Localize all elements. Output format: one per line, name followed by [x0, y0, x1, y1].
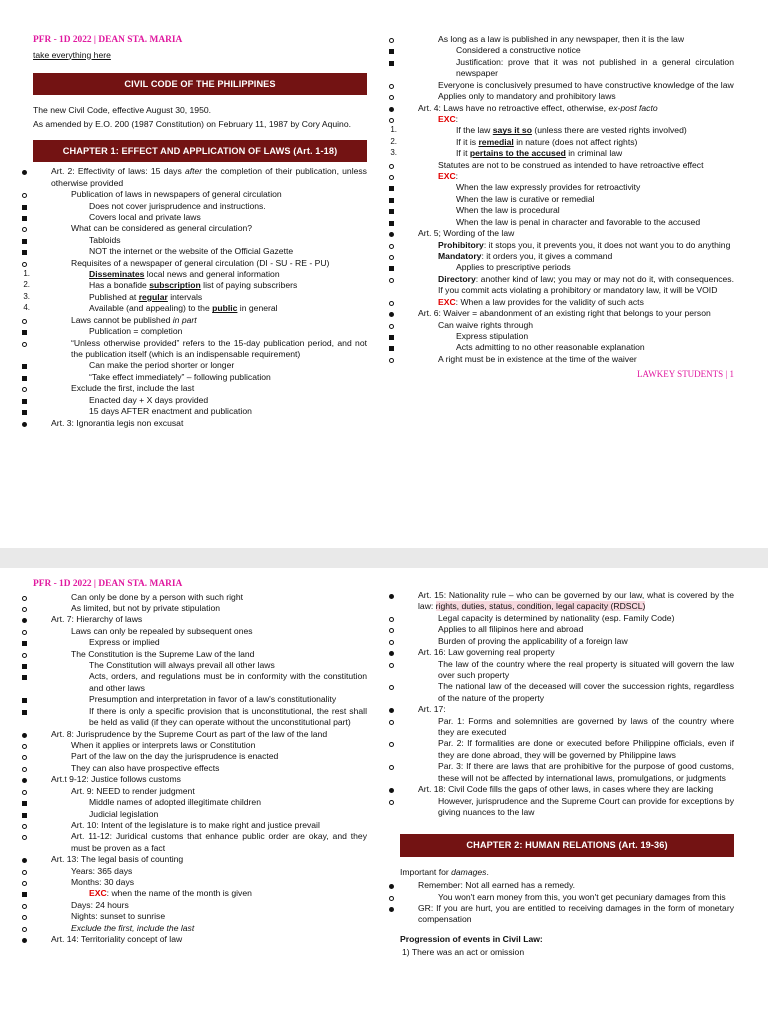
square-bullet-icon [389, 207, 394, 218]
list-item-text: Considered a constructive notice [456, 45, 581, 56]
list-item-text: When it applies or interprets laws or Constitution [71, 739, 256, 750]
list-item [33, 797, 367, 808]
list-item [400, 251, 734, 262]
list-item-text: Art. 15: Nationality rule – who can be governed by our law, what is covered by the law: rights, duties, status, condition, legal capacity (RDSCL) [418, 590, 734, 612]
list-item [33, 854, 367, 865]
list-item-text: When the law is penal in character and favorable to the accused [456, 216, 701, 227]
list-item [390, 125, 734, 136]
circle-bullet-icon [389, 162, 394, 173]
list-item [33, 671, 367, 694]
list-item [400, 331, 734, 342]
list-item [400, 590, 734, 613]
list-item [33, 649, 367, 660]
list-item-text: Presumption and interpretation in favor of a law's constitutionality [89, 694, 337, 705]
list-item [33, 315, 367, 326]
list-item [23, 280, 367, 291]
square-bullet-icon [22, 248, 27, 259]
page-footer: LAWKEY STUDENTS | 1 [637, 369, 734, 380]
chapter-1-banner: CHAPTER 1: EFFECT AND APPLICATION OF LAWS (Art. 1-18) [33, 140, 367, 162]
list-item [400, 205, 734, 216]
list-item-text: Judicial legislation [89, 808, 159, 819]
list-number: 2. [390, 136, 397, 146]
list-item [400, 57, 734, 80]
list-item-text: If it pertains to the accused in criminal law [456, 148, 623, 159]
page-header: PFR - 1D 2022 | DEAN STA. MARIA [33, 579, 183, 589]
list-item-text: Part of the law on the day the jurisprudence is enacted [71, 751, 279, 762]
bullet-icon [389, 786, 394, 797]
list-item [33, 603, 367, 614]
list-item [400, 784, 734, 795]
circle-bullet-icon [22, 902, 27, 913]
square-bullet-icon [22, 799, 27, 810]
circle-bullet-icon [22, 822, 27, 833]
list-item-text: Covers local and private laws [89, 211, 201, 222]
list-item-text: The Constitution will always prevail all other laws [89, 660, 275, 671]
list-item [400, 262, 734, 273]
circle-bullet-icon [389, 36, 394, 47]
bullet-icon [22, 936, 27, 947]
list-item-text: Available (and appealing) to the public in general [89, 303, 278, 314]
square-bullet-icon [22, 811, 27, 822]
list-item [33, 923, 367, 934]
list-item [400, 114, 734, 125]
list-item-text: Par. 3: If there are laws that are prohibitive for the purpose of good customs, these will not be affected by international laws, promulgations, or judgments [438, 761, 734, 783]
list-item-text: They can also have prospective effects [71, 762, 220, 773]
circle-bullet-icon [389, 173, 394, 184]
list-item [33, 809, 367, 820]
list-item [400, 738, 734, 761]
circle-bullet-icon [389, 894, 394, 905]
list-item [400, 320, 734, 331]
list-item-text: As limited, but not by private stipulation [71, 602, 221, 613]
square-bullet-icon [22, 328, 27, 339]
list-item-text: Acts, orders, and regulations must be in conformity with the constitution and other laws [89, 671, 367, 693]
list-item-text: GR: If you are hurt, you are entitled to receiving damages in the form of monetary compensation [418, 902, 734, 925]
list-item-text: Laws cannot be published in part [71, 314, 197, 325]
chapter-1-continued-right [400, 590, 734, 818]
list-item-text: If the law says it so (unless there are vested rights involved) [456, 125, 687, 136]
bullet-icon [389, 905, 394, 916]
list-item-text: EXC: [438, 171, 459, 182]
list-number: 3. [23, 291, 30, 301]
list-item-text: Acts admitting to no other reasonable explanation [456, 342, 645, 353]
list-item [33, 729, 367, 740]
circle-bullet-icon [22, 191, 27, 202]
list-item-text: Art.t 9-12: Justice follows customs [51, 774, 181, 785]
chapter-1-list-right [390, 34, 734, 365]
square-bullet-icon [22, 374, 27, 385]
list-number: 4. [23, 303, 30, 313]
list-item-text: Laws can only be repealed by subsequent ones [71, 625, 253, 636]
circle-bullet-icon [22, 765, 27, 776]
circle-bullet-icon [389, 683, 394, 694]
chapter-1-continued-left [33, 592, 367, 946]
square-bullet-icon [389, 264, 394, 275]
bullet-icon [389, 649, 394, 660]
list-item [400, 171, 734, 182]
list-item [400, 659, 734, 682]
list-item-text: Prohibitory: it stops you, it prevents you, it does not want you to do anything [438, 239, 731, 250]
list-item [400, 354, 734, 365]
list-item [400, 274, 734, 297]
list-item [33, 900, 367, 911]
list-item-text: You won't earn money from this, you won't get pecuniary damages from this [438, 891, 726, 902]
list-item-text: Can make the period shorter or longer [89, 360, 235, 371]
square-bullet-icon [389, 59, 394, 70]
circle-bullet-icon [389, 82, 394, 93]
square-bullet-icon [22, 362, 27, 373]
page-1-right-column [390, 34, 734, 381]
list-item-text: Applies only to mandatory and prohibitory laws [438, 91, 616, 102]
square-bullet-icon [389, 47, 394, 58]
square-bullet-icon [389, 184, 394, 195]
civil-code-banner: CIVIL CODE OF THE PHILIPPINES [33, 73, 367, 95]
circle-bullet-icon [22, 651, 27, 662]
list-item [33, 888, 367, 899]
bullet-icon [389, 230, 394, 241]
list-item-text: Art. 7: Hierarchy of laws [51, 614, 143, 625]
list-item [33, 866, 367, 877]
list-item-text: When the law expressly provides for retroactivity [456, 182, 641, 193]
list-item-text: Applies to prescriptive periods [456, 262, 571, 273]
list-item-text: Requisites of a newspaper of general circulation (DI - SU - RE - PU) [71, 257, 330, 268]
list-number: 1. [23, 269, 30, 279]
page-2-left-column [33, 578, 367, 946]
bullet-icon [389, 105, 394, 116]
circle-bullet-icon [22, 605, 27, 616]
list-item-text: The national law of the deceased will cover the succession rights, regardless of the nature of the property [438, 681, 734, 703]
list-item-text: Months: 30 days [71, 877, 135, 888]
page-1-left-column [23, 34, 367, 429]
list-item [33, 338, 367, 361]
list-item-text: Par. 2: If formalities are done or executed before Philippine officials, even if they are done abroad, they will be governed by Philippine laws [438, 738, 734, 760]
list-item [400, 647, 734, 658]
chapter-2-list [400, 880, 734, 926]
list-item-text: Applies to all filipinos here and abroad [438, 624, 584, 635]
list-item-text: Middle names of adopted illegitimate children [89, 797, 261, 808]
bullet-icon [389, 592, 394, 603]
list-item-text: Can only be done by a person with such right [71, 591, 243, 602]
square-bullet-icon [22, 708, 27, 719]
circle-bullet-icon [22, 925, 27, 936]
list-item [400, 194, 734, 205]
list-item-text: The Constitution is the Supreme Law of the land [71, 648, 255, 659]
circle-bullet-icon [22, 833, 27, 844]
list-item-text: Par. 1: Forms and solemnities are governed by laws of the country where they are executed [438, 715, 734, 738]
list-item [33, 258, 367, 269]
square-bullet-icon [22, 673, 27, 684]
list-item-text: Art. 6: Waiver = abandonment of an existing right that belongs to your person [418, 308, 711, 319]
list-item-text: Art. 8: Jurisprudence by the Supreme Court as part of the law of the land [51, 728, 328, 739]
bullet-icon [389, 882, 394, 893]
list-item [33, 774, 367, 785]
list-item [33, 694, 367, 705]
bullet-icon [22, 168, 27, 179]
bullet-icon [22, 731, 27, 742]
list-item [33, 626, 367, 637]
list-item-text: Art. 16: Law governing real property [418, 647, 555, 658]
bullet-icon [22, 856, 27, 867]
list-item-text: Disseminates local news and general information [89, 269, 280, 280]
list-item-text: Mandatory: it orders you, it gives a command [438, 251, 613, 262]
circle-bullet-icon [389, 299, 394, 310]
list-item [33, 831, 367, 854]
list-item [400, 308, 734, 319]
list-item-text: Art. 5; Wording of the law [418, 228, 515, 239]
square-bullet-icon [389, 219, 394, 230]
list-number: 1. [390, 125, 397, 135]
list-item-text: Nights: sunset to sunrise [71, 911, 166, 922]
list-item [33, 166, 367, 189]
list-item [33, 212, 367, 223]
circle-bullet-icon [389, 615, 394, 626]
list-item-text: Art. 14: Territoriality concept of law [51, 934, 183, 945]
page-subheader: take everything here [33, 49, 111, 60]
list-item-text: Everyone is conclusively presumed to have constructive knowledge of the law [438, 79, 734, 90]
circle-bullet-icon [389, 242, 394, 253]
list-item-text: Art. 3: Ignorantia legis non excusat [51, 417, 184, 428]
circle-bullet-icon [389, 798, 394, 809]
list-item-text: Art. 17: [418, 704, 446, 715]
list-item-text: Art. 9: NEED to render judgment [71, 785, 195, 796]
square-bullet-icon [22, 639, 27, 650]
list-item [33, 326, 367, 337]
list-item-text: Art. 10: Intent of the legislature is to make right and justice prevail [71, 819, 320, 830]
list-item [23, 303, 367, 314]
list-item-text: Burden of proving the applicability of a foreign law [438, 635, 628, 646]
list-item-text: “Take effect immediately” – following publication [89, 371, 271, 382]
list-item [33, 406, 367, 417]
list-item [33, 614, 367, 625]
list-item-text: Enacted day + X days provided [89, 394, 209, 405]
list-item-text: Remember: Not all earned has a remedy. [418, 880, 575, 891]
list-item-text: Exclude the first, include the last [71, 922, 195, 933]
list-item [400, 681, 734, 704]
list-item [400, 342, 734, 353]
list-item-text: If there is only a specific provision that is unconstitutional, the rest shall be held as valid (if they can operate without the unconstitutional part) [89, 705, 367, 728]
list-item [23, 291, 367, 303]
list-item-text: Exclude the first, include the last [71, 383, 195, 394]
list-item-text: Art. 18: Civil Code fills the gaps of other laws, in cases where they are lacking [418, 784, 714, 795]
circle-bullet-icon [22, 879, 27, 890]
page-2-right-column [400, 590, 734, 961]
list-item [33, 592, 367, 603]
circle-bullet-icon [389, 356, 394, 367]
list-item [33, 383, 367, 394]
circle-bullet-icon [22, 628, 27, 639]
page-2 [0, 568, 768, 1024]
square-bullet-icon [389, 196, 394, 207]
list-item-text: However, jurisprudence and the Supreme Court can provide for exceptions by giving nuances to the law [438, 795, 734, 818]
list-item-text: Express stipulation [456, 330, 529, 341]
list-item [33, 395, 367, 406]
list-item [33, 911, 367, 922]
list-item [23, 269, 367, 280]
list-item [400, 217, 734, 228]
circle-bullet-icon [22, 788, 27, 799]
progression-item: 1) There was an act or omission [402, 947, 525, 958]
circle-bullet-icon [389, 661, 394, 672]
square-bullet-icon [22, 696, 27, 707]
list-item-text: Years: 365 days [71, 865, 133, 876]
list-item-text: “Unless otherwise provided” refers to the 15-day publication period, and not the publication itself (which is an indispensable requirement) [71, 337, 367, 359]
circle-bullet-icon [389, 718, 394, 729]
list-item [390, 148, 734, 159]
list-item [33, 372, 367, 383]
list-item-text: EXC: when the name of the month is given [89, 888, 252, 899]
circle-bullet-icon [22, 317, 27, 328]
list-item [400, 903, 734, 926]
list-item [33, 740, 367, 751]
important-note: Important for damages. [400, 866, 489, 877]
list-item-text: Legal capacity is determined by nationality (esp. Family Code) [438, 612, 675, 623]
list-item-text: Published at regular intervals [89, 291, 203, 302]
list-item [400, 34, 734, 45]
list-item [33, 189, 367, 200]
list-item [400, 796, 734, 819]
list-number: 3. [390, 148, 397, 158]
square-bullet-icon [22, 890, 27, 901]
list-item [400, 103, 734, 114]
list-item-text: Art. 2: Effectivity of laws: 15 days after the completion of their publication, unless otherwise provided [51, 166, 367, 188]
list-item-text: As long as a law is published in any newspaper, then it is the law [438, 34, 685, 44]
list-item-text: Can waive rights through [438, 319, 534, 330]
list-item [33, 786, 367, 797]
list-item-text: Statutes are not to be construed as intended to have retroactive effect [438, 159, 704, 170]
list-item-text: Publication of laws in newspapers of general circulation [71, 189, 282, 200]
list-item-text: Directory: another kind of law; you may or may not do it, with consequences. If you commit acts violating a prohibitory or mandatory law, it will be VOID [438, 273, 734, 296]
list-item [400, 761, 734, 784]
list-item [33, 418, 367, 429]
list-item [33, 751, 367, 762]
list-item-text: Art. 11-12: Juridical customs that enhance public order are okay, and they must be proven as a fact [71, 831, 367, 853]
square-bullet-icon [22, 662, 27, 673]
list-item [400, 45, 734, 56]
page-header: PFR - 1D 2022 | DEAN STA. MARIA [33, 35, 183, 45]
circle-bullet-icon [22, 225, 27, 236]
list-item-text: Days: 24 hours [71, 899, 129, 910]
list-item [400, 636, 734, 647]
list-item-text: What can be considered as general circulation? [71, 223, 253, 234]
square-bullet-icon [22, 237, 27, 248]
list-item [400, 880, 734, 891]
circle-bullet-icon [22, 868, 27, 879]
bullet-icon [22, 616, 27, 627]
circle-bullet-icon [22, 753, 27, 764]
square-bullet-icon [22, 397, 27, 408]
list-item [400, 160, 734, 171]
bullet-icon [22, 776, 27, 787]
list-item [400, 297, 734, 308]
circle-bullet-icon [389, 763, 394, 774]
bullet-icon [389, 706, 394, 717]
list-item-text: When the law is curative or remedial [456, 193, 595, 204]
list-item [400, 716, 734, 739]
circle-bullet-icon [389, 626, 394, 637]
circle-bullet-icon [389, 93, 394, 104]
circle-bullet-icon [389, 740, 394, 751]
list-item [400, 704, 734, 715]
square-bullet-icon [22, 408, 27, 419]
square-bullet-icon [389, 333, 394, 344]
list-item [33, 934, 367, 945]
list-item [33, 235, 367, 246]
list-item [400, 613, 734, 624]
list-item-text: Has a bonafide subscription list of paying subscribers [89, 280, 298, 291]
list-item-text: A right must be in existence at the time of the waiver [438, 353, 637, 364]
list-item [400, 240, 734, 251]
chapter-2-banner: CHAPTER 2: HUMAN RELATIONS (Art. 19-36) [400, 834, 734, 856]
list-item [33, 223, 367, 234]
list-item [400, 228, 734, 239]
list-item-text: 15 days AFTER enactment and publication [89, 406, 252, 417]
circle-bullet-icon [389, 322, 394, 333]
list-item-text: NOT the internet or the website of the Official Gazette [89, 246, 294, 257]
circle-bullet-icon [389, 253, 394, 264]
list-item [33, 820, 367, 831]
list-item [400, 91, 734, 102]
list-item [33, 763, 367, 774]
circle-bullet-icon [22, 340, 27, 351]
progression-title: Progression of events in Civil Law: [400, 933, 543, 944]
list-item [33, 877, 367, 888]
list-item-text: Art. 13: The legal basis of counting [51, 854, 184, 865]
list-item-text: If it is remedial in nature (does not affect rights) [456, 136, 638, 147]
list-item-text: The law of the country where the real property is situated will govern the law over such property [438, 658, 734, 680]
list-item [400, 80, 734, 91]
list-item [33, 660, 367, 671]
list-item-text: Tabloids [89, 234, 121, 245]
intro-line: As amended by E.O. 200 (1987 Constitution) on February 11, 1987 by Cory Aquino. [33, 118, 351, 129]
list-item [33, 246, 367, 257]
intro-line: The new Civil Code, effective August 30, 1950. [33, 105, 212, 116]
list-item-text: Publication = completion [89, 326, 183, 337]
list-item [400, 892, 734, 903]
square-bullet-icon [389, 344, 394, 355]
list-item [33, 706, 367, 729]
circle-bullet-icon [22, 913, 27, 924]
list-item-text: When the law is procedural [456, 205, 560, 216]
square-bullet-icon [22, 203, 27, 214]
circle-bullet-icon [22, 385, 27, 396]
list-item [390, 136, 734, 148]
list-item-text: Express or implied [89, 637, 160, 648]
list-number: 2. [23, 280, 30, 290]
list-item [400, 624, 734, 635]
list-item [33, 360, 367, 371]
circle-bullet-icon [389, 276, 394, 287]
list-item-text: EXC: [438, 113, 459, 124]
list-item [33, 201, 367, 212]
list-item-text: Does not cover jurisprudence and instructions. [89, 200, 266, 211]
list-item [400, 182, 734, 193]
list-item-text: EXC: When a law provides for the validity of such acts [438, 296, 644, 307]
circle-bullet-icon [22, 594, 27, 605]
list-item-text: Justification: prove that it was not published in a general circulation newspaper [456, 56, 734, 79]
circle-bullet-icon [389, 638, 394, 649]
circle-bullet-icon [22, 742, 27, 753]
intro-block [33, 105, 367, 130]
list-item [33, 637, 367, 648]
chapter-1-list-left [23, 166, 367, 429]
square-bullet-icon [22, 214, 27, 225]
bullet-icon [389, 310, 394, 321]
bullet-icon [22, 420, 27, 431]
list-item-text: Art. 4: Laws have no retroactive effect, otherwise, ex-post facto [418, 102, 658, 113]
